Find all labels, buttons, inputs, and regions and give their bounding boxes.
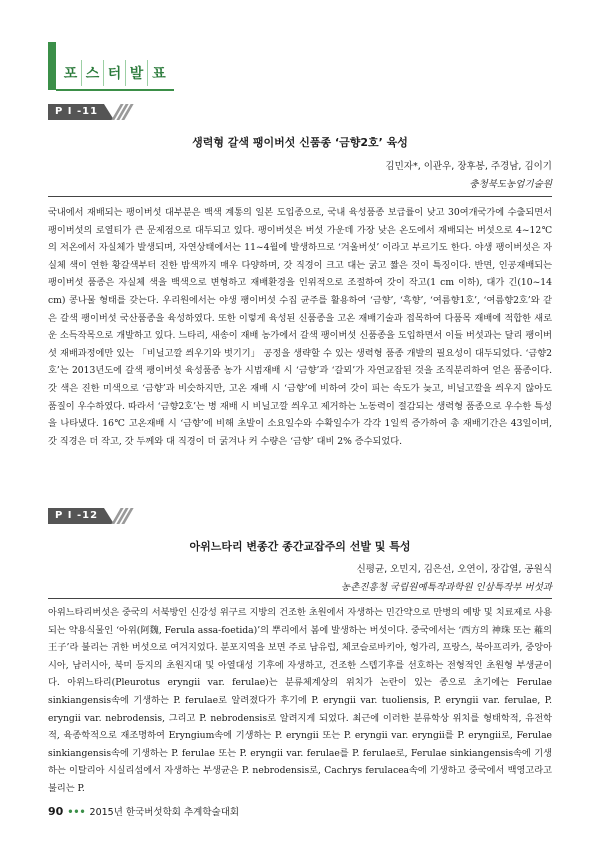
abstract-tag-label: P I -12	[48, 508, 104, 524]
header-underline	[56, 89, 174, 91]
header-char: 포	[60, 60, 82, 86]
abstract-affiliation: 충청북도농업기술원	[469, 179, 552, 190]
section-header	[60, 60, 170, 86]
header-accent-bar	[48, 42, 56, 90]
header-char: 발	[126, 60, 148, 86]
abstract-body	[48, 204, 552, 450]
header-char: 표	[152, 66, 166, 82]
header-char: 스	[82, 60, 104, 86]
footer-dots: •••	[67, 807, 86, 818]
page-footer	[48, 804, 239, 818]
abstract-tag-label: P I -11	[48, 104, 104, 120]
abstract-body	[48, 604, 552, 798]
abstract-authors: 김민자*, 이관우, 장후봉, 주경남, 김이기	[385, 161, 552, 172]
abstract-authors: 신평균, 오민지, 김은선, 오연이, 장갑열, 공원식	[356, 564, 552, 575]
header-char: 터	[104, 60, 126, 86]
page-number: 90	[48, 805, 64, 818]
abstract-title: 아위느타리 변종간 종간교잡주의 선발 및 특성	[189, 540, 411, 553]
abstract-paragraph: 국내에서 재배되는 팽이버섯 대부분은 백색 계통의 일본 도입종으로, 국내 육성품종 보급률이 낮고 30여개국가에 수출되면서 팽이버섯의 로열티가 큰 문제점으로 대두되고 있다. 팽이버섯은 버섯 가운데 가장 낮은 온도에서 재배되는 버섯으로 4~12℃의 저온에서 자실체가 발생되며, 자연상태에서는 11~4월에 발생하므로 ‘겨울버섯’ 이라고 부르기도 한다. 야생 팽이버섯은 자실체 색이 연한 황갈색부터 진한 밤색까지 매우 다양하며, 갓 직경이 크고 대는 굵고 짧은 것이 특징이다. 반면, 인공재배되는 팽이버섯 품종은 자실체 색을 백색으로 변형하고 재배환경을 인위적으로 조절하여 갓이 작고(1 cm 이하), 대가 긴(10~14 cm) 콩나물 형태를 갖는다. 우리원에서는 야생 팽이버섯 수집 균주를 활용하여 ‘금향’, ‘흑향’, ‘여름향1호’, ‘여름향2호’와 같은 갈색 팽이버섯 국산품종을 육성하였다. 또한 이렇게 육성된 신품종을 고온 재배기술과 접목하여 다품목 재배에 적합한 새로운 소득작목으로 개발하고 있다. 느타리, 새송이 재배 농가에서 갈색 팽이버섯 신품종을 도입하면서 이들 버섯과는 달리 팽이버섯 재배과정에만 있는 「비닐고깔 씌우기와 벗기기」 공정을 생략할 수 있는 생력형 품종 개발의 필요성이 대두되었다. ‘금향2호’는 2013년도에 갈색 팽이버섯 육성품종 농가 시범재배 시 ‘금향’과 ‘갈뫼’가 자연교잡된 것을 조직분리하여 얻은 품종이다. 갓 색은 진한 미색으로 ‘금향’과 비슷하지만, 고온 재배 시 ‘금향’에 비하여 갓이 피는 속도가 늦고, 비닐고깔을 씌우지 않아도 품질이 우수하였다. 따라서 ‘금향2호’는 병 재배 시 비닐고깔 씌우고 제거하는 노동력이 절감되는 생력형 품종으로 우수한 특성을 나타냈다. 16℃ 고온재배 시 ‘금향’에 비해 초발이 소요일수와 수확일수가 각각 1일씩 증가하여 총 재배기간은 43일이며, 갓 직경은 더 작고, 갓 두께와 대 직경이 더 굵겨나 커 수량은 ‘금향’ 대비 2% 증수되었다.	[48, 207, 552, 447]
tag-stripes-decoration	[116, 104, 131, 120]
abstract-title: 생력형 갈색 팽이버섯 신품종 ‘금향2호’ 육성	[192, 136, 408, 149]
abstract-tag	[48, 508, 131, 524]
footer-conference: 2015년 한국버섯학회 추계학술대회	[89, 807, 240, 818]
section-divider	[48, 598, 552, 599]
abstract-paragraph: 아위느타리버섯은 중국의 서북방인 신강성 위구르 지방의 건조한 초원에서 자생하는 민간약으로 만병의 예방 및 치료제로 사용되는 약용식물인 ‘아위(阿魏, Ferula assa-foetida)’의 뿌리에서 봄에 발생하는 버섯이다. 중국에서는 ‘西方의 神珠 또는 䕌의 王子’라 불리는 귀한 버섯으로 여겨지었다. 분포지역을 보면 주로 남유럽, 체코슬로바키아, 헝가리, 프랑스, 북아프리카, 중앙아시아, 남러시아, 북미 등지의 초원지대 및 아열대성 기후에 자생하고, 건조한 스텝기후를 선호하는 전형적인 초원형 부생균이다. 아위느타리(Pleurotus eryngii var. ferulae)는 분류체계상의 위치가 논란이 있는 종으로 초기에는 Ferulae sinkiangensis속에 기생하는 P. ferulae로 알려졌다가 후기에 P. eryngii var. tuoliensis, P. eryngii var. ferulae, P. eryngii var. nebrodensis, 그리고 P. nebrodensis로 알려지게 되었다. 최근에 이러한 분류학상 위치를 형태학적, 유전학적, 육종학적으로 재조명하여 Eryngium속에 기생하는 P. eryngii 또는 P. eryngii var. eryngii를 P. eryngii로, Ferulae sinkiangensis속에 기생하는 P. ferulae 또는 P. eryngii var. ferulae를 P. ferulae로, Ferulae sinkiangensis속에 기생하는 이탈리아 시실리섬에서 자생하는 부생균은 P. nebrodensis로, Cachrys ferulacea속에 기생하고 중국에서 백영고라고 불리는 P.	[48, 607, 552, 794]
abstract-tag	[48, 104, 131, 120]
abstract-affiliation: 농촌진흥청 국립원예특작과학원 인삼특작부 버섯과	[341, 582, 552, 593]
tag-stripes-decoration	[116, 508, 131, 524]
section-divider	[48, 196, 552, 197]
